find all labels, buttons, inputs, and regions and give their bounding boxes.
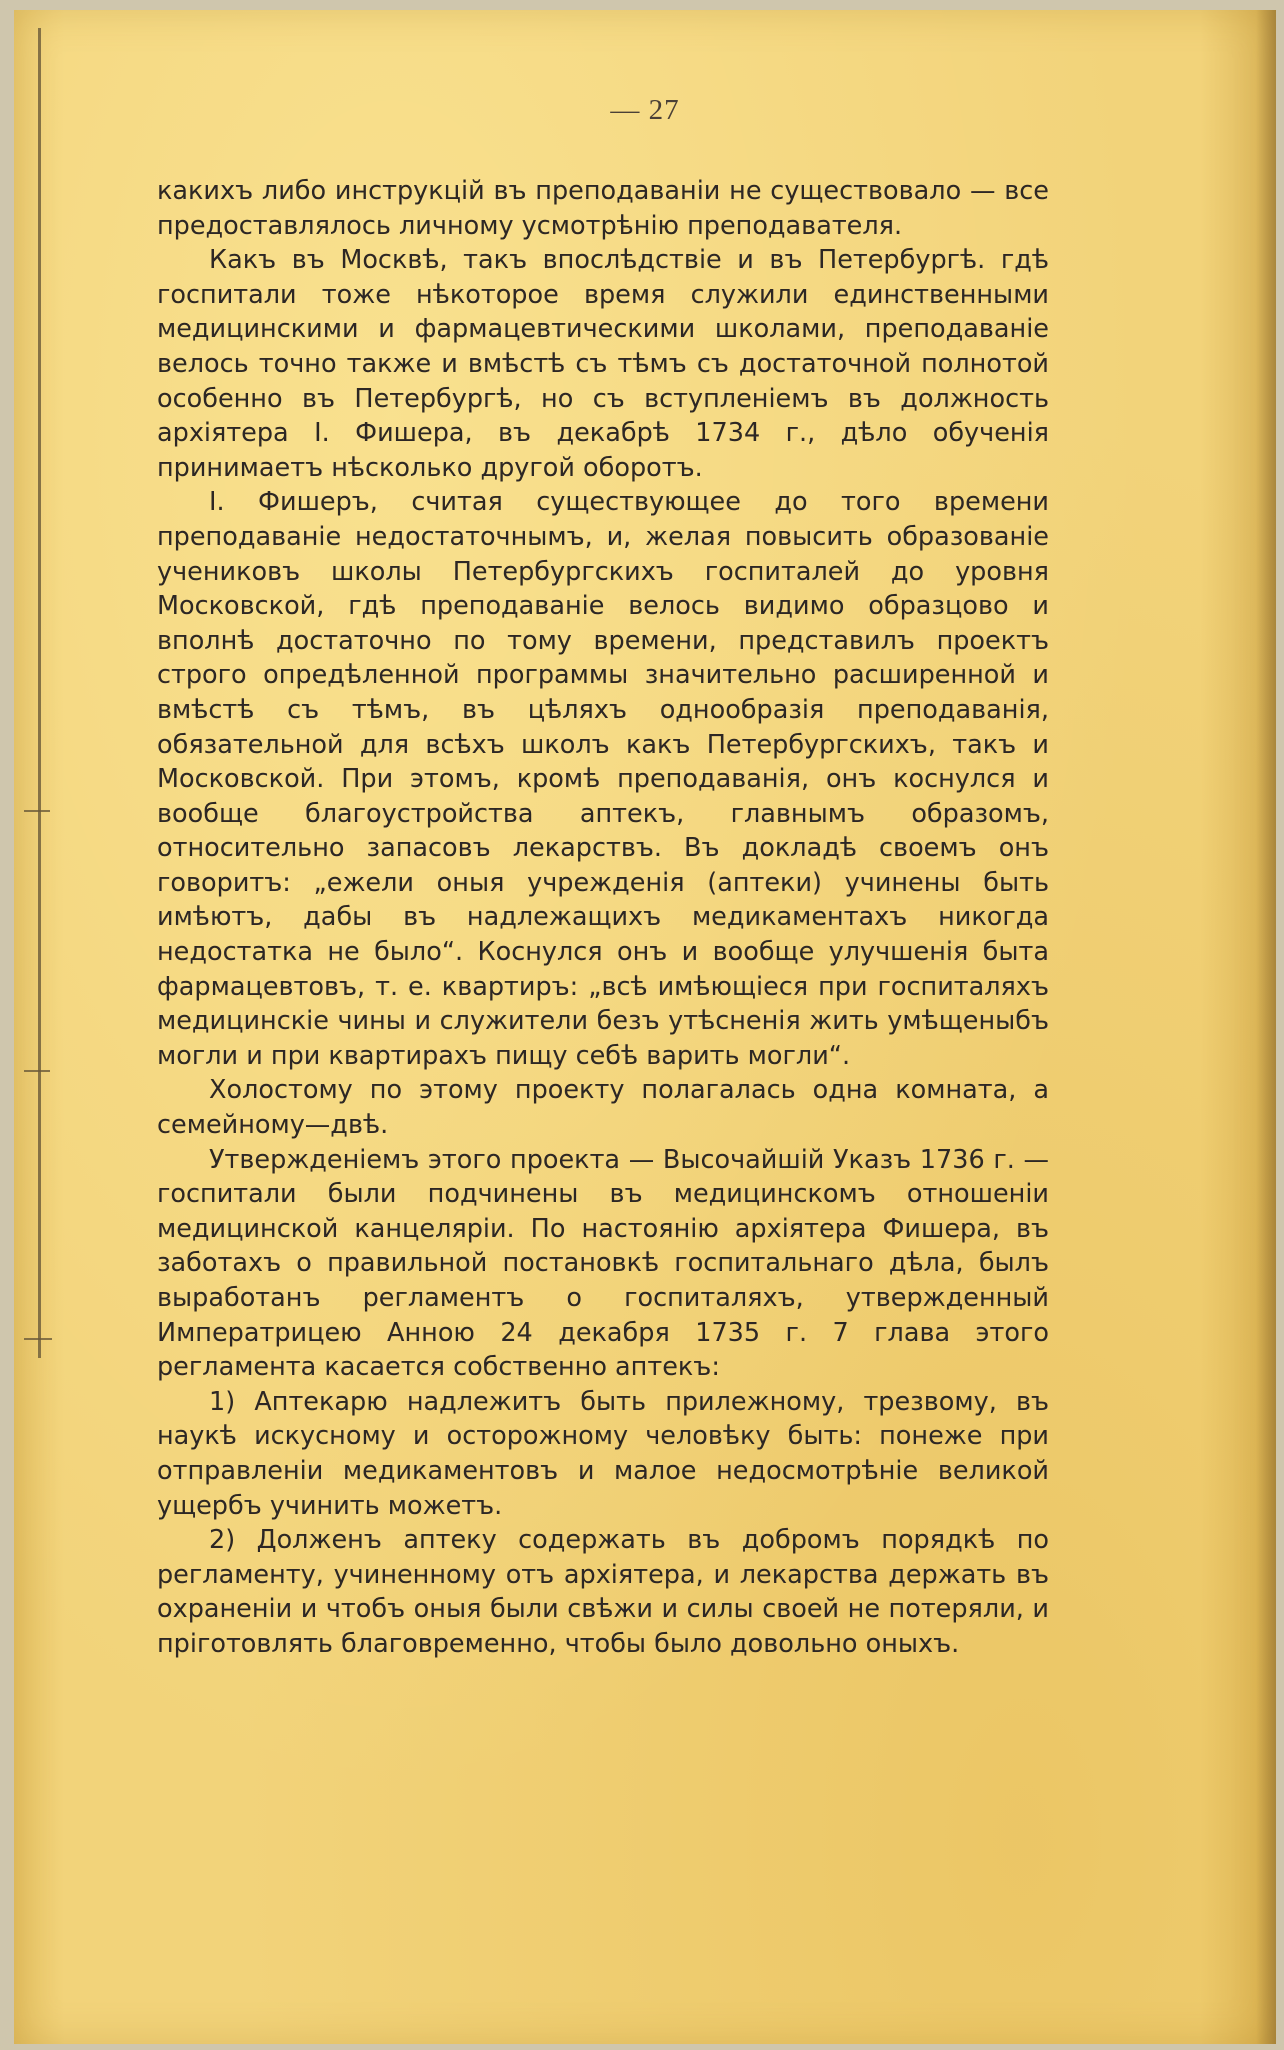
body-text — [157, 174, 1049, 1662]
paragraph: Холостому по этому проекту полагалась одна комната, а семейному—двѣ. — [157, 1075, 1049, 1141]
margin-tick — [24, 810, 50, 812]
paragraph: 2) Долженъ аптеку содержать въ добромъ порядкѣ по регламенту, учиненному отъ архіятера, и лекарства держать въ охраненіи и чтобъ оныя были свѣжи и силы своей не потеряли, и пріготовлять благовременно, чтобы было довольно оныхъ. — [157, 1525, 1049, 1659]
paragraph: Утвержденіемъ этого проекта — Высочайшій Указъ 1736 г. — госпитали были подчинены въ медицинскомъ отношеніи медицинской канцеляріи. По настоянію архіятера Фишера, въ заботахъ о правильной постановкѣ госпитальнаго дѣла, былъ выработанъ регламентъ о госпиталяхъ, утвержденный Императрицею Анною 24 декабря 1735 г. 7 глава этого регламента касается собственно аптекъ: — [157, 1144, 1049, 1383]
paragraph: какихъ либо инструкцій въ преподаваніи не существовало — все предоставлялось личному усмотрѣнію преподавателя. — [157, 176, 1049, 241]
page-edge-shadow — [1256, 10, 1276, 2044]
paragraph: І. Фишеръ, считая существующее до того времени преподаваніе недостаточнымъ, и, желая повысить образованіе учениковъ школы Петербургскихъ госпиталей до уровня Московской, гдѣ преподаваніе велось видимо образцово и вполнѣ достаточно по тому времени, представилъ проектъ строго опредѣленной программы значительно расширенной и вмѣстѣ съ тѣмъ, въ цѣляхъ однообразія преподаванія, обязательной для всѣхъ школъ какъ Петербургскихъ, такъ и Московской. При этомъ, кромѣ преподаванія, онъ коснулся и вообще благоустройства аптекъ, главнымъ образомъ, относительно запасовъ лекарствъ. Въ докладѣ своемъ онъ говоритъ: „ежели оныя учрежденія (аптеки) учинены быть имѣютъ, дабы въ надлежащихъ медикаментахъ никогда недостатка не было“. Коснулся онъ и вообще улучшенія быта фармацевтовъ, т. е. квартиръ: „всѣ имѣющіеся при госпиталяхъ медицинскіе чины и служители безъ утѣсненія жить умѣщеныбъ могли и при квартирахъ пищу себѣ варить могли“. — [157, 487, 1049, 1071]
margin-tick — [24, 1338, 52, 1340]
margin-line — [38, 28, 41, 1358]
paragraph: 1) Аптекарю надлежитъ быть прилежному, трезвому, въ наукѣ искусному и осторожному человѣку быть: понеже при отправленіи медикаментовъ и малое недосмотрѣніе великой ущербъ учинить можетъ. — [157, 1386, 1049, 1521]
page-number: — 27 — [610, 94, 680, 126]
paragraph: Какъ въ Москвѣ, такъ впослѣдствіе и въ Петербургѣ. гдѣ госпитали тоже нѣкоторое время служили единственными медицинскими и фармацевтическими школами, преподаваніе велось точно также и вмѣстѣ съ тѣмъ съ достаточной полнотой особенно въ Петербургѣ, но съ вступленіемъ въ должность архіятера І. Фишера, въ декабрѣ 1734 г., дѣло обученія принимаетъ нѣсколько другой оборотъ. — [157, 245, 1049, 483]
document-page — [14, 10, 1276, 2044]
margin-tick — [24, 1070, 50, 1072]
